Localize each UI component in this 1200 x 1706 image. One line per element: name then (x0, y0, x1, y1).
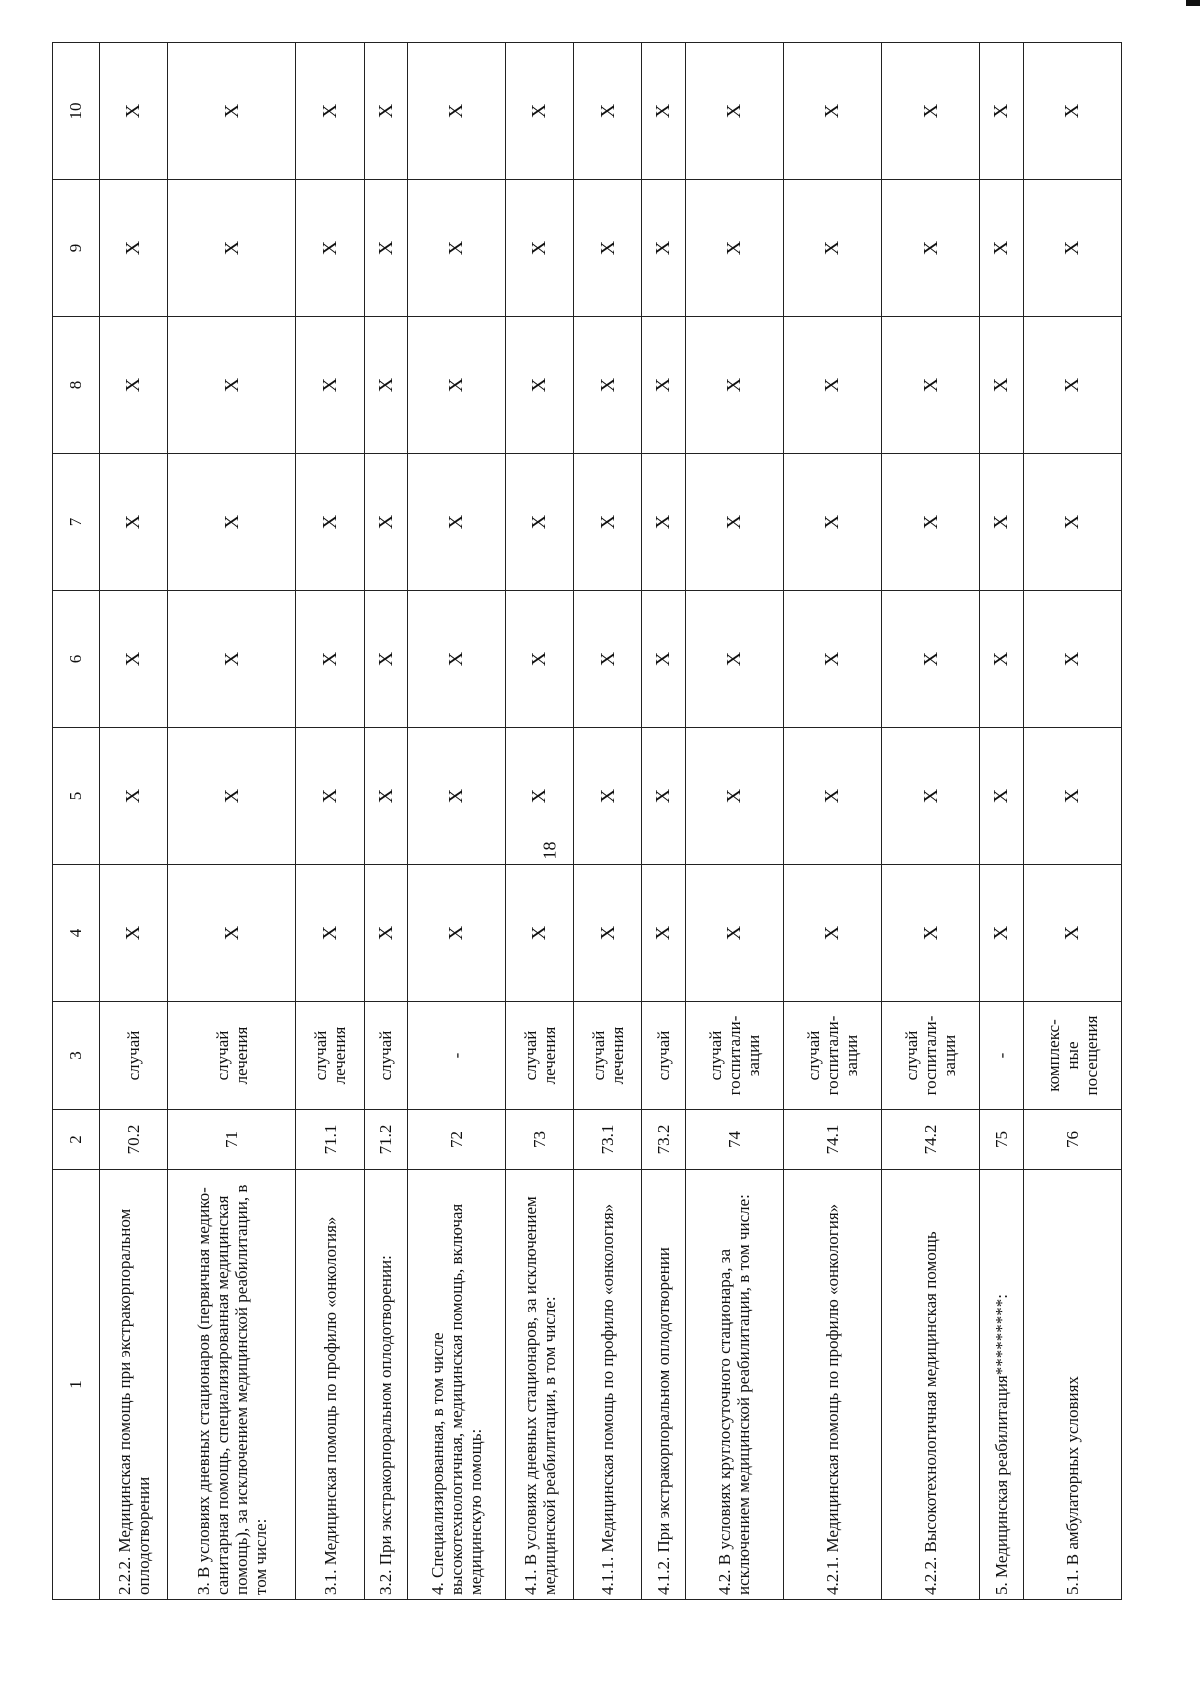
row-value-cell: X (168, 591, 296, 728)
row-unit-cell: случай лечения (168, 1002, 296, 1110)
row-code-cell: 71.1 (296, 1110, 364, 1170)
row-name-cell: 3.1. Медицинская помощь по профилю «онкология» (296, 1170, 364, 1600)
row-value-cell: X (685, 180, 783, 317)
row-value-cell: X (168, 865, 296, 1002)
row-name-cell: 3. В условиях дневных стационаров (первичная медико-санитарная помощь, специализированная медицинская помощь), за исключением медицинской реабилитации, в том числе: (168, 1170, 296, 1600)
header-cell: 6 (53, 591, 100, 728)
row-value-cell: X (574, 180, 642, 317)
data-table (52, 42, 1122, 1600)
row-value-cell: X (364, 728, 407, 865)
header-cell: 5 (53, 728, 100, 865)
row-value-cell: X (783, 454, 881, 591)
row-value-cell: X (882, 591, 980, 728)
row-value-cell: X (296, 865, 364, 1002)
row-value-cell: X (980, 317, 1023, 454)
row-value-cell: X (882, 180, 980, 317)
row-value-cell: X (407, 317, 505, 454)
table-row (1023, 43, 1121, 1600)
row-value-cell: X (1023, 454, 1121, 591)
header-cell: 1 (53, 1170, 100, 1600)
row-unit-cell: комплекс-ные посещения (1023, 1002, 1121, 1110)
row-unit-cell: случай госпитали-зации (882, 1002, 980, 1110)
table-row (168, 43, 296, 1600)
row-value-cell: X (168, 43, 296, 180)
row-value-cell: X (685, 728, 783, 865)
row-value-cell: X (882, 728, 980, 865)
row-value-cell: X (506, 454, 574, 591)
row-name-cell: 4.2. В условиях круглосуточного стационара, за исключением медицинской реабилитации, в том числе: (685, 1170, 783, 1600)
row-value-cell: X (1023, 591, 1121, 728)
row-value-cell: X (407, 43, 505, 180)
row-value-cell: X (685, 317, 783, 454)
row-value-cell: X (296, 180, 364, 317)
row-value-cell: X (100, 865, 168, 1002)
row-value-cell: X (364, 317, 407, 454)
row-value-cell: X (882, 454, 980, 591)
row-name-cell: 5.1. В амбулаторных условиях (1023, 1170, 1121, 1600)
row-value-cell: X (168, 728, 296, 865)
row-value-cell: X (574, 43, 642, 180)
row-value-cell: X (980, 865, 1023, 1002)
row-value-cell: X (882, 865, 980, 1002)
row-value-cell: X (1023, 865, 1121, 1002)
row-code-cell: 74.2 (882, 1110, 980, 1170)
header-cell: 8 (53, 317, 100, 454)
header-cell: 4 (53, 865, 100, 1002)
row-unit-cell: случай лечения (296, 1002, 364, 1110)
row-unit-cell: - (980, 1002, 1023, 1110)
row-value-cell: X (685, 591, 783, 728)
row-value-cell: X (685, 43, 783, 180)
row-value-cell: X (685, 454, 783, 591)
row-value-cell: X (296, 43, 364, 180)
row-value-cell: X (364, 180, 407, 317)
table-row (685, 43, 783, 1600)
row-name-cell: 4.1.1. Медицинская помощь по профилю «онкология» (574, 1170, 642, 1600)
row-code-cell: 74.1 (783, 1110, 881, 1170)
row-name-cell: 2.2.2. Медицинская помощь при экстракорпоральном оплодотворении (100, 1170, 168, 1600)
row-value-cell: X (407, 728, 505, 865)
row-value-cell: X (168, 317, 296, 454)
header-cell: 9 (53, 180, 100, 317)
row-code-cell: 73.1 (574, 1110, 642, 1170)
row-value-cell: X (642, 180, 685, 317)
row-value-cell: X (506, 865, 574, 1002)
row-unit-cell: случай лечения (506, 1002, 574, 1110)
table-row (574, 43, 642, 1600)
row-code-cell: 73 (506, 1110, 574, 1170)
row-value-cell: X (642, 728, 685, 865)
row-value-cell: X (783, 180, 881, 317)
row-unit-cell: случай (100, 1002, 168, 1110)
table-row (407, 43, 505, 1600)
row-value-cell: X (506, 180, 574, 317)
row-value-cell: X (407, 454, 505, 591)
row-value-cell: X (407, 865, 505, 1002)
row-value-cell: X (574, 865, 642, 1002)
row-value-cell: X (100, 454, 168, 591)
row-value-cell: X (783, 43, 881, 180)
row-value-cell: X (168, 180, 296, 317)
row-value-cell: X (407, 180, 505, 317)
row-value-cell: X (100, 180, 168, 317)
row-unit-cell: случай лечения (574, 1002, 642, 1110)
header-cell: 7 (53, 454, 100, 591)
row-value-cell: X (1023, 317, 1121, 454)
row-value-cell: X (980, 728, 1023, 865)
row-value-cell: X (100, 317, 168, 454)
row-value-cell: X (783, 317, 881, 454)
row-value-cell: X (506, 317, 574, 454)
row-name-cell: 4.2.2. Высокотехнологичная медицинская помощь (882, 1170, 980, 1600)
row-code-cell: 76 (1023, 1110, 1121, 1170)
row-name-cell: 4.1. В условиях дневных стационаров, за исключением медицинской реабилитации, в том числе: (506, 1170, 574, 1600)
row-code-cell: 74 (685, 1110, 783, 1170)
row-value-cell: X (1023, 180, 1121, 317)
row-value-cell: X (980, 180, 1023, 317)
table-container (52, 42, 1122, 1600)
row-value-cell: X (980, 43, 1023, 180)
table-body (100, 43, 1122, 1600)
row-value-cell: X (296, 591, 364, 728)
header-row (53, 43, 100, 1600)
table-row (296, 43, 364, 1600)
row-value-cell: X (642, 317, 685, 454)
row-value-cell: X (642, 454, 685, 591)
header-cell: 10 (53, 43, 100, 180)
row-code-cell: 72 (407, 1110, 505, 1170)
row-value-cell: X (364, 865, 407, 1002)
row-value-cell: X (642, 43, 685, 180)
row-value-cell: X (574, 591, 642, 728)
table-row (642, 43, 685, 1600)
row-code-cell: 75 (980, 1110, 1023, 1170)
row-value-cell: X (168, 454, 296, 591)
row-unit-cell: случай (364, 1002, 407, 1110)
header-cell: 2 (53, 1110, 100, 1170)
row-value-cell: X (100, 728, 168, 865)
row-name-cell: 4.1.2. При экстракорпоральном оплодотворении (642, 1170, 685, 1600)
table-row (783, 43, 881, 1600)
row-value-cell: X (100, 43, 168, 180)
row-value-cell: X (296, 454, 364, 591)
row-value-cell: X (296, 317, 364, 454)
row-unit-cell: случай госпитали-зации (783, 1002, 881, 1110)
row-value-cell: X (980, 591, 1023, 728)
row-unit-cell: случай (642, 1002, 685, 1110)
page-number: 18 (539, 841, 560, 860)
row-value-cell: X (506, 43, 574, 180)
row-value-cell: X (882, 317, 980, 454)
row-value-cell: X (783, 865, 881, 1002)
row-value-cell: X (100, 591, 168, 728)
row-code-cell: 73.2 (642, 1110, 685, 1170)
table-row (506, 43, 574, 1600)
table-row (364, 43, 407, 1600)
row-value-cell: X (506, 728, 574, 865)
row-name-cell: 4.2.1. Медицинская помощь по профилю «онкология» (783, 1170, 881, 1600)
row-value-cell: X (980, 454, 1023, 591)
header-cell: 3 (53, 1002, 100, 1110)
row-code-cell: 71 (168, 1110, 296, 1170)
scan-mark (1186, 0, 1200, 6)
row-value-cell: X (1023, 43, 1121, 180)
row-value-cell: X (364, 454, 407, 591)
row-code-cell: 70.2 (100, 1110, 168, 1170)
row-value-cell: X (407, 591, 505, 728)
row-value-cell: X (364, 591, 407, 728)
row-value-cell: X (296, 728, 364, 865)
row-value-cell: X (364, 43, 407, 180)
row-value-cell: X (882, 43, 980, 180)
row-code-cell: 71.2 (364, 1110, 407, 1170)
table-row (882, 43, 980, 1600)
row-value-cell: X (642, 591, 685, 728)
row-value-cell: X (642, 865, 685, 1002)
row-name-cell: 5. Медицинская реабилитация*********: (980, 1170, 1023, 1600)
row-unit-cell: - (407, 1002, 505, 1110)
table-row (100, 43, 168, 1600)
row-value-cell: X (1023, 728, 1121, 865)
row-name-cell: 3.2. При экстракорпоральном оплодотворении: (364, 1170, 407, 1600)
table-row (980, 43, 1023, 1600)
row-value-cell: X (506, 591, 574, 728)
row-value-cell: X (574, 454, 642, 591)
row-value-cell: X (574, 317, 642, 454)
row-value-cell: X (574, 728, 642, 865)
row-value-cell: X (783, 591, 881, 728)
row-unit-cell: случай госпитали-зации (685, 1002, 783, 1110)
row-value-cell: X (783, 728, 881, 865)
row-name-cell: 4. Специализированная, в том числе высокотехнологичная, медицинская помощь, включая медицинскую помощь: (407, 1170, 505, 1600)
row-value-cell: X (685, 865, 783, 1002)
